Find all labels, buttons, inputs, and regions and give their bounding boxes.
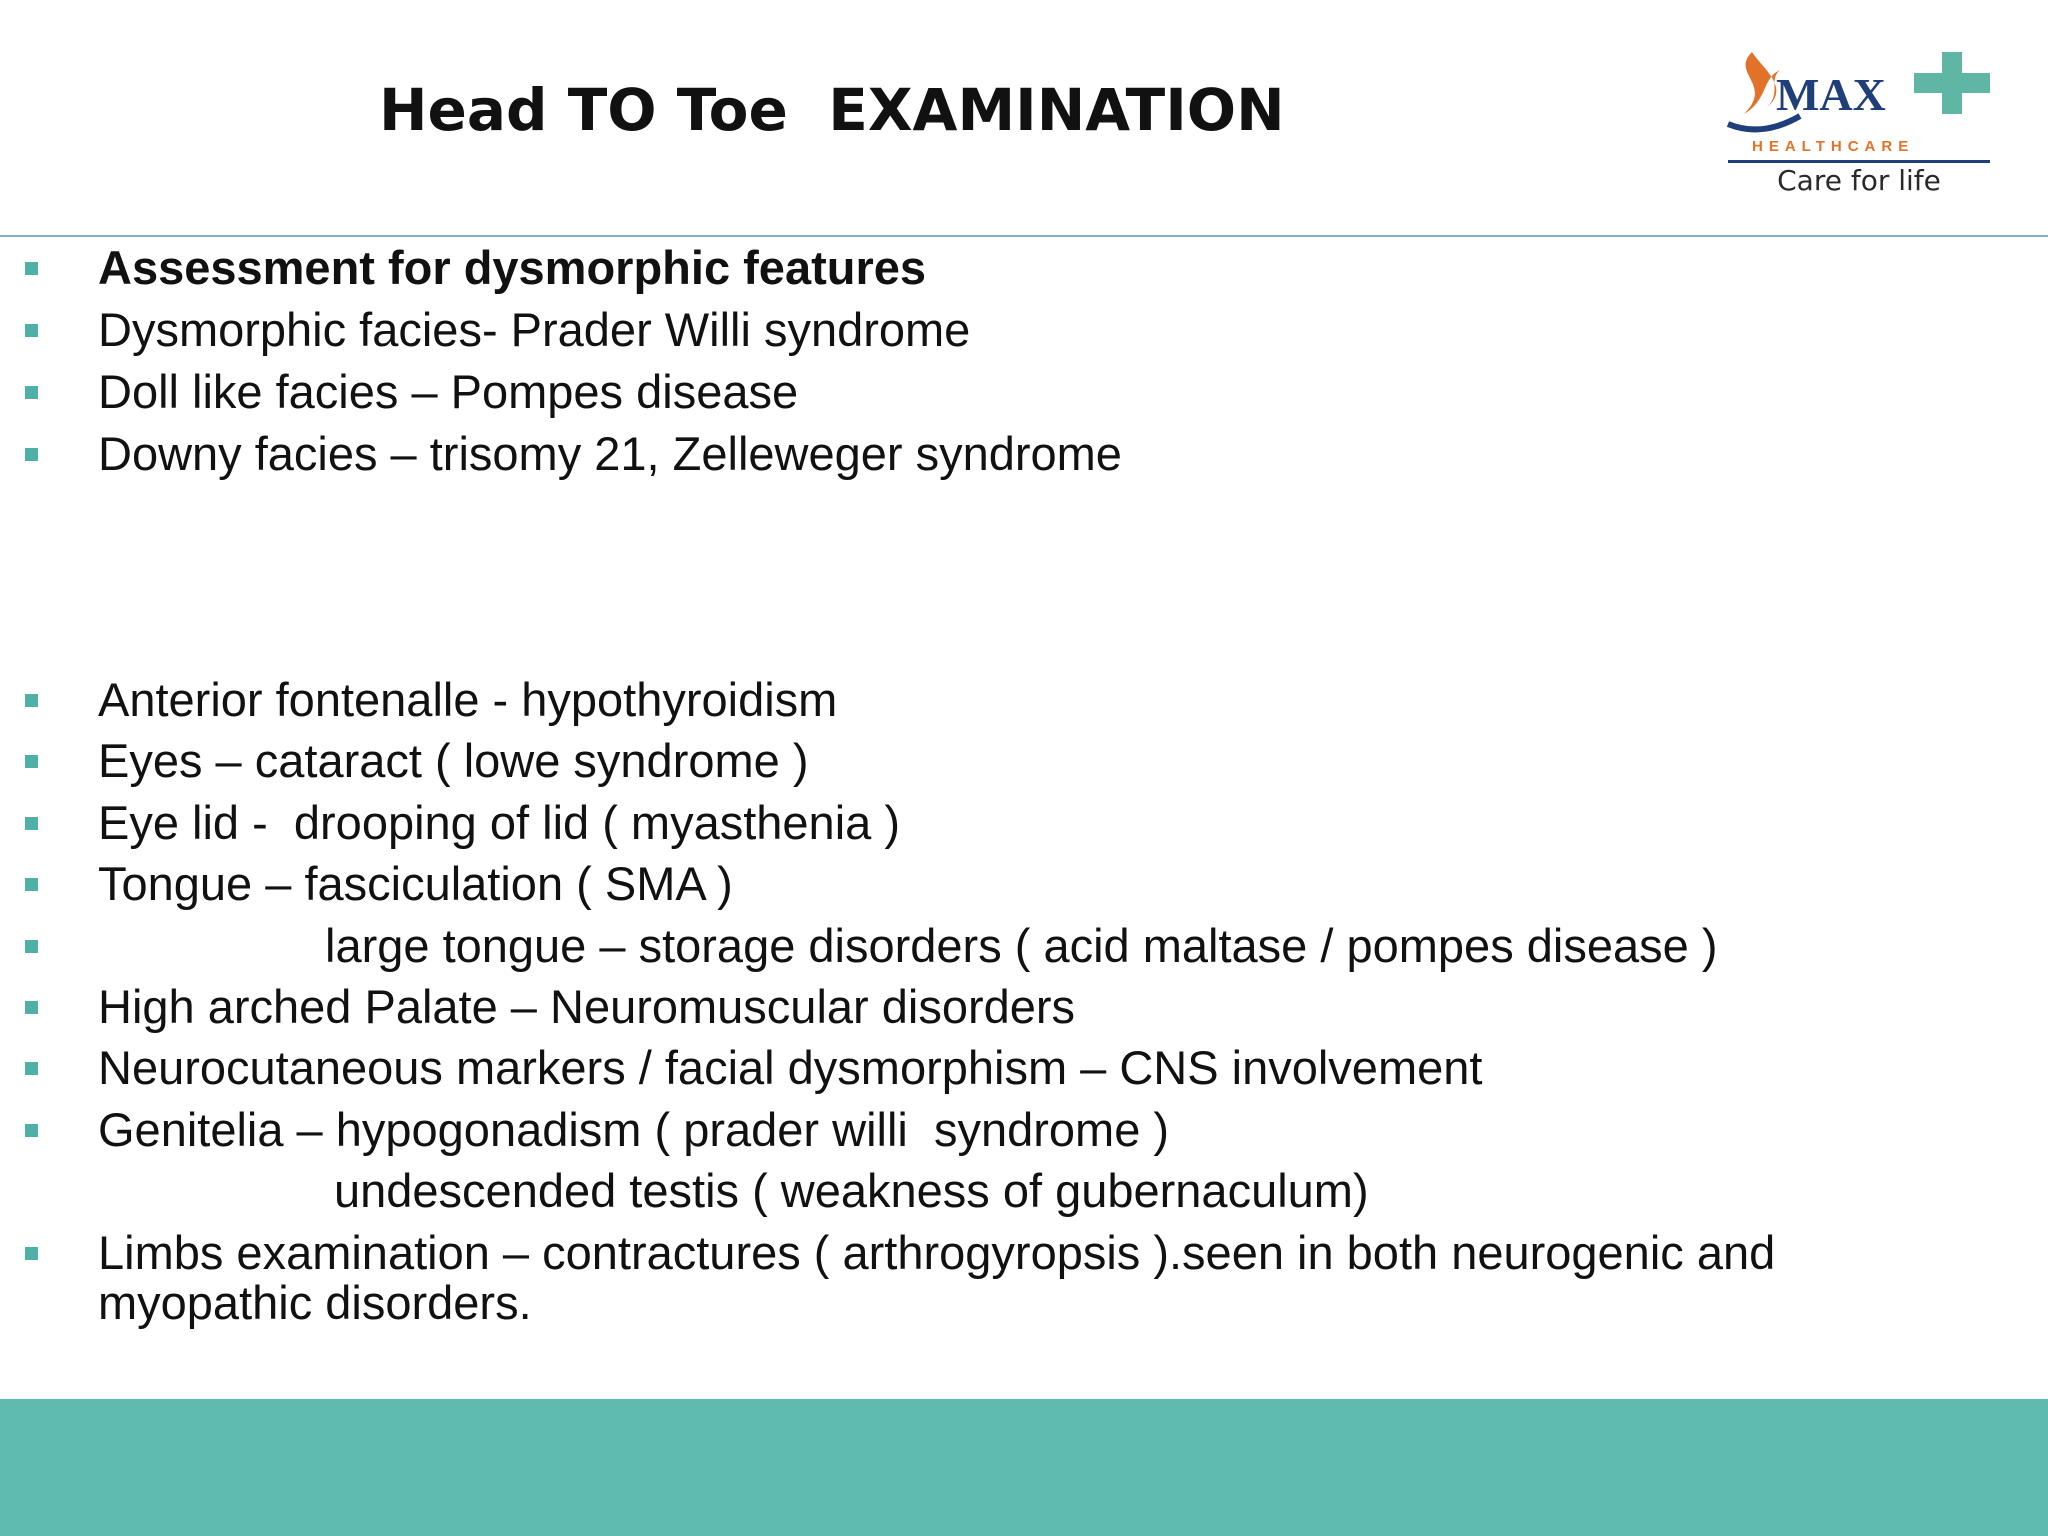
bullet-marker xyxy=(25,940,38,953)
bullet-text: Assessment for dysmorphic features xyxy=(98,241,927,294)
bullet-marker xyxy=(25,878,38,891)
bullet-text: Downy facies – trisomy 21, Zelleweger syndrome xyxy=(98,427,1122,480)
bullet-text: Dysmorphic facies- Prader Willi syndrome xyxy=(98,303,971,356)
logo-tagline: Care for life xyxy=(1777,164,1941,197)
bullet-marker xyxy=(25,448,38,461)
bullet-text: Limbs examination – contractures ( arthrogyropsis ).seen in both neurogenic and myopathic disorders. xyxy=(98,1226,1776,1329)
logo-subtitle: HEALTHCARE xyxy=(1752,138,1915,155)
bullet-marker xyxy=(25,1001,38,1014)
bullet-text: large tongue – storage disorders ( acid maltase / pompes disease ) xyxy=(325,919,1718,972)
bullet-text: Doll like facies – Pompes disease xyxy=(98,365,799,418)
bullet-text: Neurocutaneous markers / facial dysmorphism – CNS involvement xyxy=(98,1041,1483,1094)
bullet-marker xyxy=(25,324,38,337)
bullet-text: undescended testis ( weakness of gubernaculum) xyxy=(334,1164,1369,1217)
footer-band xyxy=(0,1399,2048,1536)
bullet-text: Genitelia – hypogonadism ( prader willi syndrome ) xyxy=(98,1103,1170,1156)
bullet-text: Eyes – cataract ( lowe syndrome ) xyxy=(98,734,809,787)
bullet-marker xyxy=(25,817,38,830)
bullet-marker xyxy=(25,1062,38,1075)
bullet-text: High arched Palate – Neuromuscular disorders xyxy=(98,980,1076,1033)
bullet-marker xyxy=(25,386,38,399)
slide-title: Head TO Toe EXAMINATION xyxy=(379,76,1285,144)
bullet-marker xyxy=(25,755,38,768)
bullet-marker xyxy=(25,1124,38,1137)
bullet-marker xyxy=(25,262,38,275)
bullet-marker xyxy=(25,1247,38,1260)
bullet-text: Tongue – fasciculation ( SMA ) xyxy=(98,857,733,910)
bullet-marker xyxy=(25,694,38,707)
logo-brand: MAX xyxy=(1776,69,1886,120)
bullet-text: Eye lid - drooping of lid ( myasthenia ) xyxy=(98,796,900,849)
bullet-text: Anterior fontenalle - hypothyroidism xyxy=(98,673,838,726)
